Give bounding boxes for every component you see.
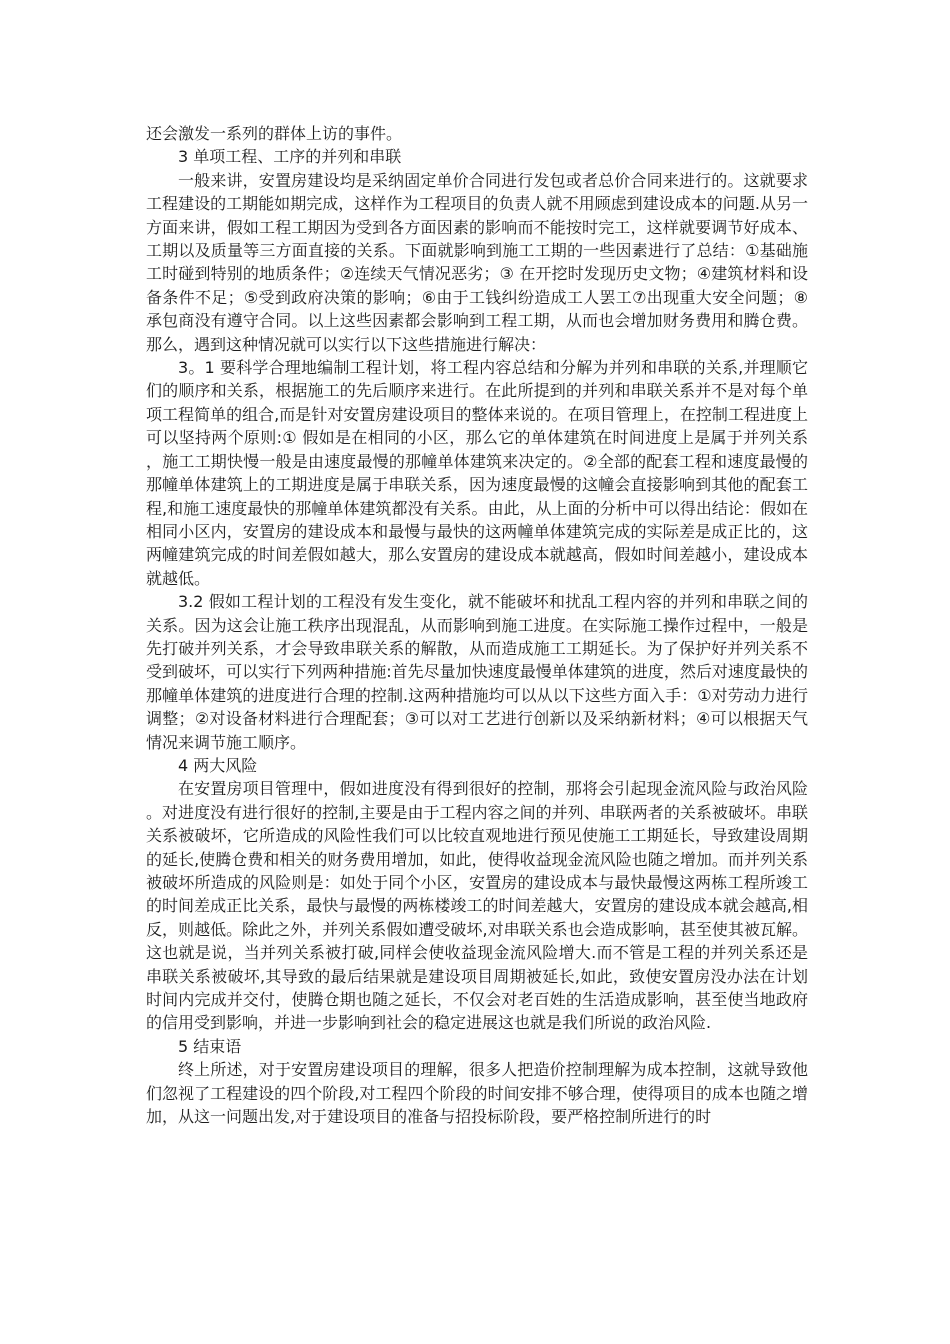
section-heading-3: 3 单项工程、工序的并列和串联	[178, 147, 402, 167]
paragraph-conclusion: 终上所述，对于安置房建设项目的理解，很多人把造价控制理解为成本控制，这就导致他们忽视了工程建设的四个阶段,对工程四个阶段的时间安排不够合理，使得项目的成本也随之增加，从这一问题出发,对于建设项目的准备与招投标阶段，要严格控制所进行的时	[146, 1060, 808, 1127]
document-page	[146, 122, 808, 1128]
paragraph-3-1: 3。1 要科学合理地编制工程计划，将工程内容总结和分解为并列和串联的关系,并理顺它们的顺序和关系，根据施工的先后顺序来进行。在此所提到的并列和串联关系并不是对每个单项工程简单的组合,而是针对安置房建设项目的整体来说的。在项目管理上，在控制工程进度上可以坚持两个原则:① 假如是在相同的小区，那么它的单体建筑在时间进度上是属于并列关系，施工工期快慢一般是由速度最慢的那幢单体建筑来决定的。②全部的配套工程和速度最慢的那幢单体建筑上的工期进度是属于串联关系，因为速度最慢的这幢会直接影响到其他的配套工程,和施工速度最快的那幢单体建筑都没有关系。由此，从上面的分析中可以得出结论：假如在相同小区内，安置房的建设成本和最慢与最快的这两幢单体建筑完成的实际差是成正比的，这两幢建筑完成的时间差假如越大，那么安置房的建设成本就越高，假如时间差越小，建设成本就越低。	[146, 358, 808, 588]
paragraph-risks: 在安置房项目管理中，假如进度没有得到很好的控制，那将会引起现金流风险与政治风险。对进度没有进行很好的控制,主要是由于工程内容之间的并列、串联两者的关系被破坏。串联关系被破坏，它所造成的风险性我们可以比较直观地进行预见使施工工期延长，导致建设周期的延长,使腾仓费和相关的财务费用增加，如此，使得收益现金流风险也随之增加。而并列关系被破坏所造成的风险则是：如处于同个小区，安置房的建设成本与最快最慢这两栋工程所竣工的时间差成正比关系，最快与最慢的两栋楼竣工的时间差越大，安置房的建设成本就会越高,相反，则越低。除此之外，并列关系假如遭受破坏,对串联关系也会造成影响，甚至使其被瓦解。这也就是说，当并列关系被打破,同样会使收益现金流风险增大.而不管是工程的并列关系还是串联关系被破坏,其导致的最后结果就是建设项目周期被延长,如此，致使安置房没办法在计划时间内完成并交付，使腾仓期也随之延长，不仅会对老百姓的生活造成影响，甚至使当地政府的信用受到影响，并进一步影响到社会的稳定进展这也就是我们所说的政治风险.	[146, 779, 808, 1033]
section-heading-4: 4 两大风险	[178, 755, 258, 775]
paragraph-3-2: 3.2 假如工程计划的工程没有发生变化，就不能破坏和扰乱工程内容的并列和串联之间的关系。因为这会让施工秩序出现混乱，从而影响到施工进度。在实际施工操作过程中，一般是先打破并列关系，才会导致串联关系的解散，从而造成施工工期延长。为了保护好并列关系不受到破坏，可以实行下列两种措施:首先尽量加快速度最慢单体建筑的进度，然后对速度最快的那幢单体建筑的进度进行合理的控制.这两种措施均可以从以下这些方面入手：①对劳动力进行调整；②对设备材料进行合理配套；③可以对工艺进行创新以及采纳新材料；④可以根据天气情况来调节施工顺序。	[146, 592, 808, 752]
paragraph-schedule-factors: 一般来讲，安置房建设均是采纳固定单价合同进行发包或者总价合同来进行的。这就要求工程建设的工期能如期完成，这样作为工程项目的负责人就不用顾虑到建设成本的问题.从另一方面来讲，假如工程工期因为受到各方面因素的影响而不能按时完工，这样就要调节好成本、工期以及质量等三方面直接的关系。下面就影响到施工工期的一些因素进行了总结：①基础施工时碰到特别的地质条件；②连续天气情况恶劣；③ 在开挖时发现历史文物；④建筑材料和设备条件不足；⑤受到政府决策的影响；⑥由于工钱纠纷造成工人罢工⑦出现重大安全问题；⑧承包商没有遵守合同。以上这些因素都会影响到工程工期，从而也会增加财务费用和腾仓费。那么，遇到这种情况就可以实行以下这些措施进行解决：	[146, 170, 808, 354]
paragraph-continuation: 还会激发一系列的群体上访的事件。	[146, 124, 403, 143]
section-heading-5: 5 结束语	[178, 1036, 242, 1056]
